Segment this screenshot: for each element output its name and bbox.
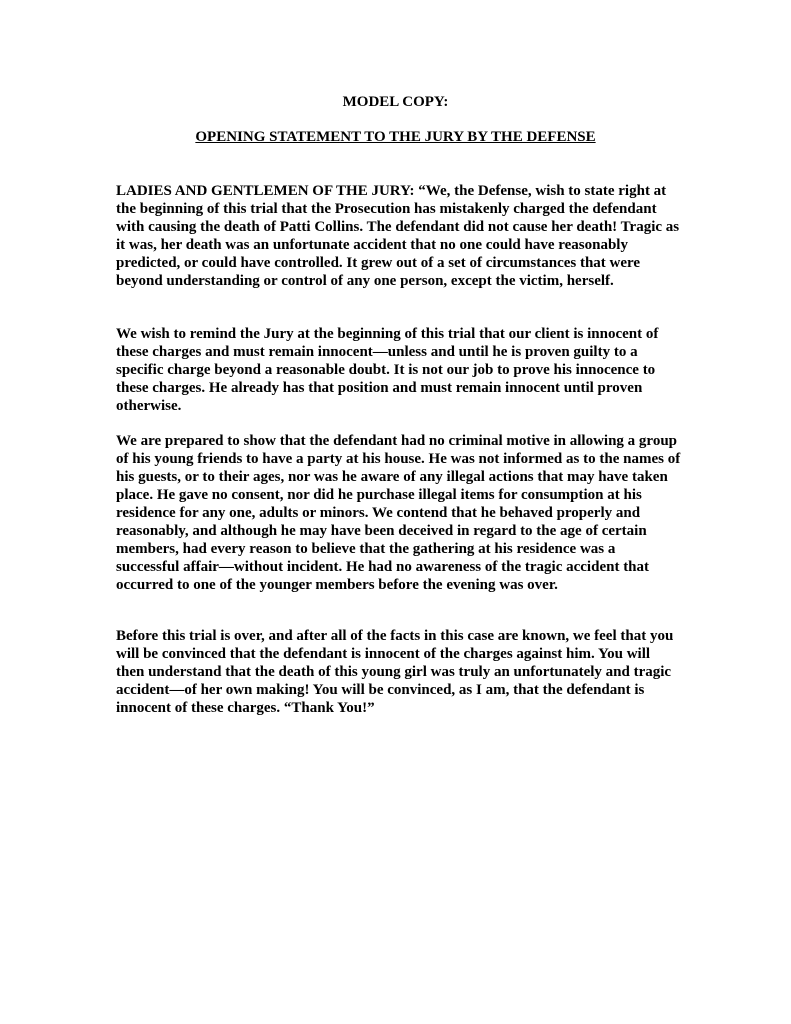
document-heading: MODEL COPY:: [342, 94, 449, 110]
paragraph-2: We wish to remind the Jury at the beginning of this trial that our client is innocent of these charges and must remain innocent—unless and until he is proven guilty to a specific charge beyond a reasonable doubt. It is not our job to prove his innocence to these charges. He already has that position and must remain innocent until proven otherwise.: [116, 326, 659, 414]
document-title: OPENING STATEMENT TO THE JURY BY THE DEFENSE: [195, 129, 596, 145]
paragraph-1: LADIES AND GENTLEMEN OF THE JURY: “We, the Defense, wish to state right at the beginning of this trial that the Prosecution has mistakenly charged the defendant with causing the death of Patti Collins. The defendant did not cause her death! Tragic as it was, her death was an unfortunate accident that no one could have reasonably predicted, or could have controlled. It grew out of a set of circumstances that were beyond understanding or control of any one person, except the victim, herself.: [116, 183, 680, 289]
paragraph-4: Before this trial is over, and after all of the facts in this case are known, we feel that you will be convinced that the defendant is innocent of the charges against him. You will then understand that the death of this young girl was truly an unfortunately and tragic accident—of her own making! You will be convinced, as I am, that the defendant is innocent of these charges. “Thank You!”: [116, 628, 674, 716]
paragraph-3: We are prepared to show that the defendant had no criminal motive in allowing a group of his young friends to have a party at his house. He was not informed as to the names of his guests, or to their ages, nor was he aware of any illegal actions that may have taken place. He gave no consent, nor did he purchase illegal items for consumption at his residence for any one, adults or minors. We contend that he behaved properly and reasonably, and although he may have been deceived in regard to the age of certain members, had every reason to believe that the gathering at his residence was a successful affair—without incident. He had no awareness of the tragic accident that occurred to one of the younger members before the evening was over.: [116, 433, 681, 593]
